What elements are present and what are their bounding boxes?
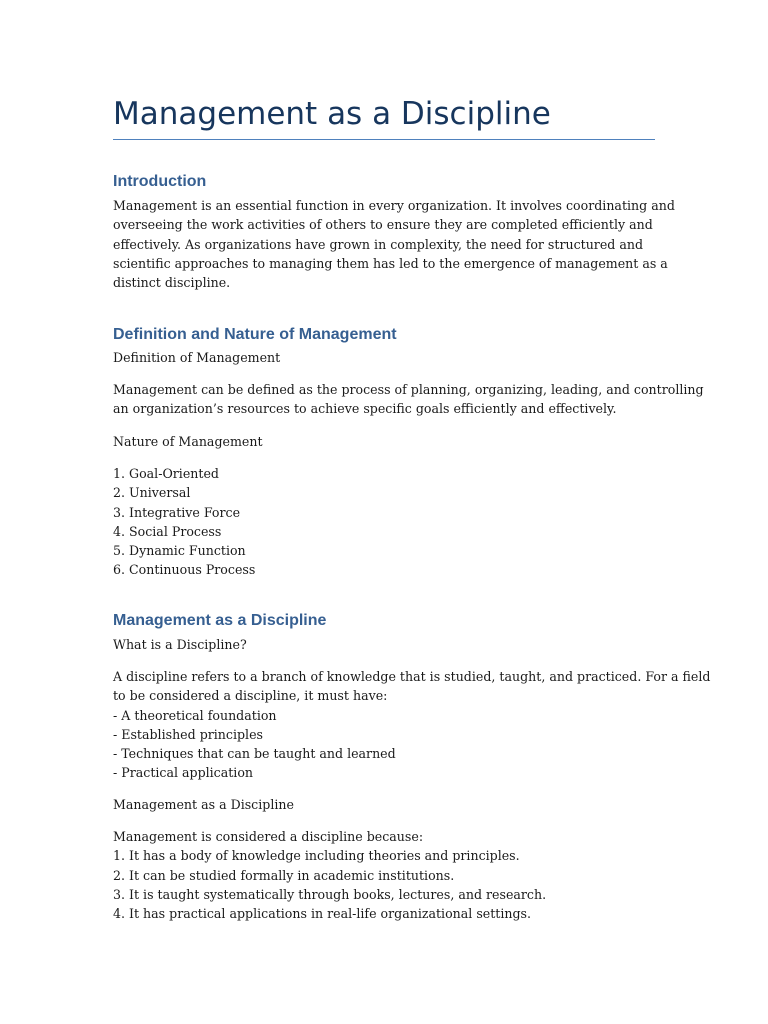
list-item: 2. It can be studied formally in academic institutions.: [113, 867, 455, 883]
heading-definition-nature: Definition and Nature of Management: [113, 326, 397, 343]
list-item: 3. Integrative Force: [113, 504, 241, 520]
list-item: 2. Universal: [113, 485, 191, 501]
list-item: 5. Dynamic Function: [113, 543, 246, 559]
list-item: 1. Goal-Oriented: [113, 466, 219, 481]
subheading-nature: [113, 432, 661, 451]
list-item: - A theoretical foundation: [113, 707, 277, 723]
document-title: Management as a Discipline: [113, 96, 551, 132]
discipline-paragraph: [113, 667, 711, 783]
list-item: 4. It has practical applications in real-life organizational settings.: [113, 906, 532, 922]
nature-list: [113, 464, 661, 580]
list-item: 4. Social Process: [113, 523, 222, 539]
title-underline: [113, 139, 655, 140]
text-line: Definition of Management: [113, 350, 281, 365]
text-line: an organization’s resources to achieve specific goals efficiently and effectively.: [113, 401, 617, 417]
list-item: 1. It has a body of knowledge including theories and principles.: [113, 848, 520, 864]
text-line: Management can be defined as the process of planning, organizing, leading, and controlling: [113, 382, 704, 397]
heading-introduction: Introduction: [113, 173, 207, 190]
subheading-definition: [113, 348, 661, 367]
management-discipline-paragraph: [113, 827, 661, 923]
text-line: Management as a Discipline: [113, 797, 294, 812]
heading-management-discipline: Management as a Discipline: [113, 612, 327, 629]
subheading-what-is-discipline: [113, 635, 661, 654]
text-line: overseeing the work activities of others to ensure they are completed efficiently and: [113, 217, 653, 233]
text-line: effectively. As organizations have grown in complexity, the need for structured and: [113, 236, 644, 252]
list-item: - Established principles: [113, 726, 263, 742]
text-line: Management is an essential function in every organization. It involves coordinating and: [113, 198, 675, 213]
text-line: What is a Discipline?: [113, 637, 247, 652]
introduction-paragraph: [113, 196, 675, 292]
list-item: 3. It is taught systematically through books, lectures, and research.: [113, 886, 547, 902]
text-line: A discipline refers to a branch of knowledge that is studied, taught, and practiced. For a field: [113, 669, 711, 684]
list-item: - Practical application: [113, 765, 254, 781]
list-item: 6. Continuous Process: [113, 562, 256, 578]
text-line: Nature of Management: [113, 434, 263, 449]
text-line: scientific approaches to managing them has led to the emergence of management as a: [113, 255, 668, 271]
list-item: - Techniques that can be taught and learned: [113, 746, 396, 762]
definition-paragraph: [113, 380, 704, 419]
text-line: to be considered a discipline, it must have:: [113, 688, 388, 704]
text-line: Management is considered a discipline because:: [113, 829, 424, 844]
text-line: distinct discipline.: [113, 275, 231, 291]
subheading-management-discipline: [113, 795, 661, 814]
